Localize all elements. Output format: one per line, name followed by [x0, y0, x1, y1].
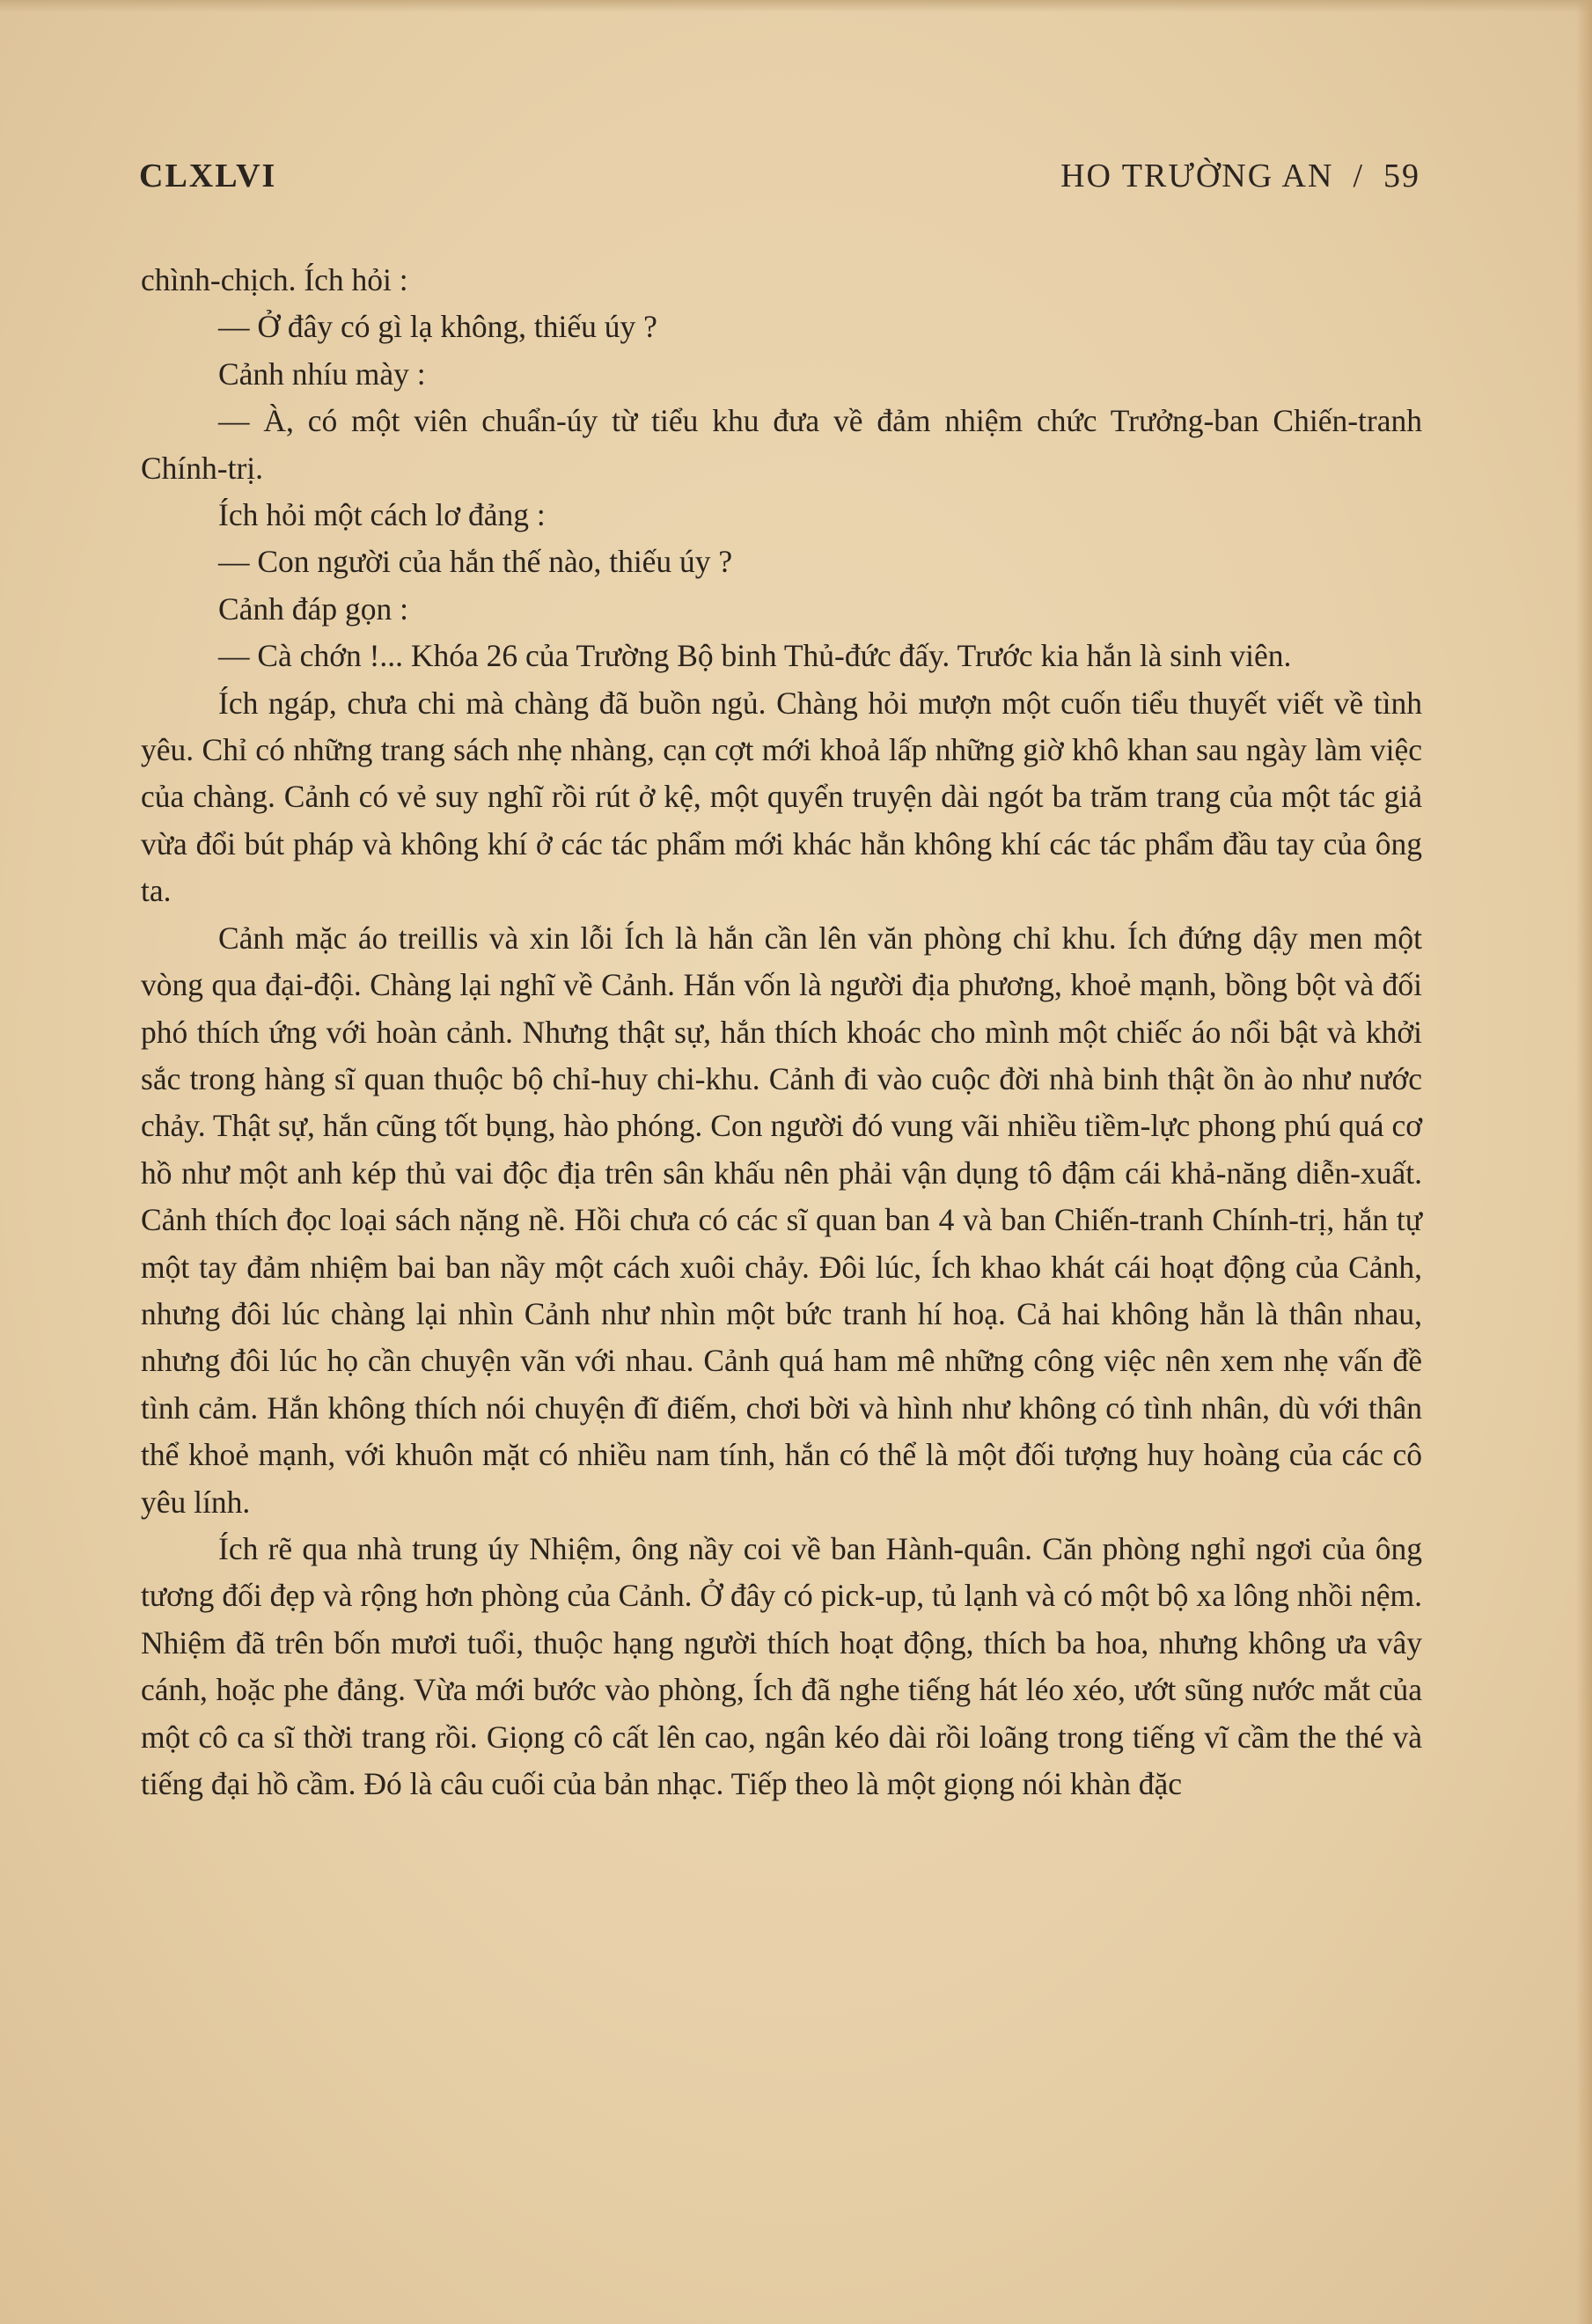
chapter-number: CLXLVI — [139, 158, 277, 194]
dialogue-line: — Cà chớn !... Khóa 26 của Trường Bộ binh Thủ-đức đấy. Trước kia hắn là sinh viên. — [218, 638, 1292, 674]
dialogue-line: — Con người của hắn thế nào, thiếu úy ? — [218, 544, 733, 580]
body-text — [141, 257, 1422, 1807]
dialogue-line: — À, có một viên chuẩn-úy từ tiểu khu đưa về đảm nhiệm chức Trưởng-ban Chiến-tranh Chính-trị. — [141, 403, 1422, 486]
paragraph: Cảnh đáp gọn : — [218, 590, 408, 627]
author-name: HO TRƯỜNG AN — [1060, 158, 1334, 194]
paragraph: chình-chịch. Ích hỏi : — [141, 262, 408, 297]
paragraph: Cảnh nhíu mày : — [218, 356, 426, 392]
paragraph: Ích hỏi một cách lơ đảng : — [218, 497, 546, 533]
author-page-label — [1060, 157, 1420, 195]
running-header — [139, 157, 1420, 201]
page-edge-shading — [0, 0, 1592, 12]
header-separator: / — [1353, 158, 1364, 194]
paragraph: Ích ngáp, chưa chi mà chàng đã buồn ngủ. Chàng hỏi mượn một cuốn tiểu thuyết viết về tình yêu. Chỉ có những trang sách nhẹ nhàng, cạn cợt mới khoả lấp những giờ khô khan sau ngày làm việc của chàng. Cảnh có vẻ suy nghĩ rồi rút ở kệ, một quyển truyện dài ngót ba trăm trang của một tác giả vừa đổi bút pháp và không khí ở các tác phẩm mới khác hẳn không khí các tác phẩm đầu tay của ông ta. — [141, 685, 1422, 909]
page-number: 59 — [1383, 158, 1420, 194]
dialogue-line: — Ở đây có gì lạ không, thiếu úy ? — [218, 309, 657, 345]
paragraph: Ích rẽ qua nhà trung úy Nhiệm, ông nầy coi về ban Hành-quân. Căn phòng nghỉ ngơi của ông tương đối đẹp và rộng hơn phòng của Cảnh. Ở đây có pick-up, tủ lạnh và có một bộ xa lông nhồi nệm. Nhiệm đã trên bốn mươi tuổi, thuộc hạng người thích hoạt động, thích ba hoa, nhưng không ưa vây cánh, hoặc phe đảng. Vừa mới bước vào phòng, Ích đã nghe tiếng hát léo xéo, ướt sũng nước mắt của một cô ca sĩ thời trang rồi. Giọng cô cất lên cao, ngân kéo dài rồi loãng trong tiếng vĩ cầm the thé và tiếng đại hồ cầm. Đó là câu cuối của bản nhạc. Tiếp theo là một giọng nói khàn đặc — [141, 1530, 1422, 1801]
page-edge-shading — [1576, 0, 1592, 2324]
paragraph: Cảnh mặc áo treillis và xin lỗi Ích là hắn cần lên văn phòng chỉ khu. Ích đứng dậy men một vòng qua đại-đội. Chàng lại nghĩ về Cảnh. Hắn vốn là người địa phương, khoẻ mạnh, bồng bột và đối phó thích ứng với hoàn cảnh. Nhưng thật sự, hắn thích khoác cho mình một chiếc áo nổi bật và khởi sắc trong hàng sĩ quan thuộc bộ chỉ-huy chi-khu. Cảnh đi vào cuộc đời nhà binh thật ồn ào như nước chảy. Thật sự, hắn cũng tốt bụng, hào phóng. Con người đó vung vãi nhiều tiềm-lực phong phú quá cơ hồ như một anh kép thủ vai độc địa trên sân khấu nên phải vận dụng tô đậm cái khả-năng diễn-xuất. Cảnh thích đọc loại sách nặng nề. Hồi chưa có các sĩ quan ban 4 và ban Chiến-tranh Chính-trị, hắn tự một tay đảm nhiệm bai ban nầy một cách xuôi chảy. Đôi lúc, Ích khao khát cái hoạt động của Cảnh, nhưng đôi lúc chàng lại nhìn Cảnh như nhìn một bức tranh hí hoạ. Cả hai không hẳn là thân nhau, nhưng đôi lúc họ cần chuyện vãn với nhau. Cảnh quá ham mê những công việc nên xem nhẹ vấn đề tình cảm. Hắn không thích nói chuyện đĩ điếm, chơi bời và hình như không có tình nhân, dù với thân thể khoẻ mạnh, với khuôn mặt có nhiều nam tính, hắn có thể là một đối tượng huy hoàng của các cô yêu lính. — [141, 920, 1422, 1520]
